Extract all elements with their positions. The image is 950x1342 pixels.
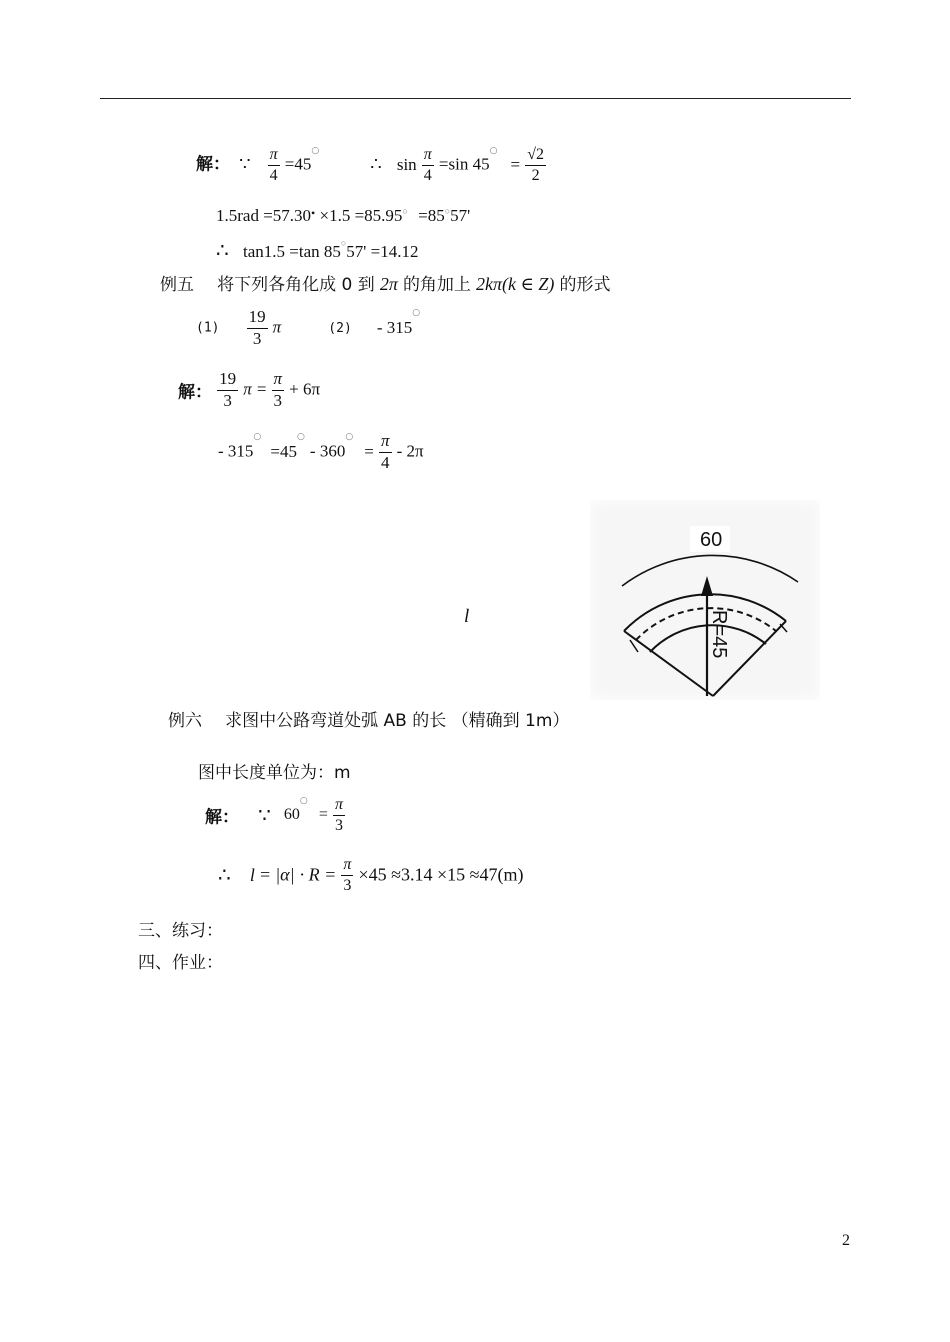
- fraction-sqrt2-over-2: $\frac{√2}{2}$: [527, 146, 544, 184]
- fraction-pi-over-4: $\frac{\pi}{4}$: [269, 146, 278, 184]
- solution-5-line-1: 解： $\frac{19}{3}$ π = $\frac{\pi}{3}$ + 6π: [178, 369, 321, 410]
- fraction-pi-over-4-b: $\frac{\pi}{4}$: [423, 146, 432, 184]
- therefore-symbol: ∴: [370, 153, 382, 174]
- header-rule: [100, 98, 851, 99]
- solution-6-line-2: ∴ l = |α| · R = $\frac{\pi}{3}$ ×45 ≈3.14 ×15 ≈47(m): [218, 856, 524, 894]
- section-homework: 四、作业：: [138, 953, 223, 973]
- example-5-items: (1) $\frac{19}{3}$ π (2) - 315○: [196, 307, 421, 348]
- solution-5-line-2: - 315○ =45○ - 360○ = $\frac{\pi}{4}$ - 2π: [218, 431, 424, 472]
- angle-label: 60: [700, 529, 723, 551]
- section-practice: 三、练习：: [138, 921, 223, 941]
- example-6-heading: 例六 求图中公路弯道处弧 AB 的长 （精确到 1m）: [168, 711, 570, 731]
- example-5-heading: 例五 将下列各角化成 0 到 2π 的角加上 2kπ(k ∈ Z) 的形式: [160, 274, 611, 295]
- sin-label: sin: [396, 154, 417, 174]
- unit-line: 图中长度单位为：m: [198, 763, 351, 783]
- equals-sin45: =sin 45: [438, 154, 490, 174]
- solution-line-3: ∴ tan1.5 =tan 85○57' =14.12: [216, 238, 419, 262]
- road-curve-figure: [590, 500, 820, 700]
- equals-sign: =: [510, 154, 521, 174]
- page-number: 2: [842, 1232, 850, 1249]
- equals-45: =45: [284, 154, 312, 174]
- solution-line-2: 1.5rad =57.30• ×1.5 =85.95○ =85○57': [216, 206, 471, 225]
- solution-label: 解：: [196, 154, 230, 175]
- fraction-19-over-3: $\frac{19}{3}$: [248, 307, 266, 348]
- stray-l-symbol: l: [464, 606, 470, 627]
- solution-line-1: 解： ∵ $\frac{\pi}{4}$ =45○ ∴ sin $\frac{\pi}{4}$ =sin 45○ = $\frac{√2}{2}$: [196, 146, 544, 184]
- solution-6-line-1: 解： ∵ 60○ = $\frac{\pi}{3}$: [205, 796, 344, 834]
- radius-label: R=45: [708, 610, 730, 659]
- because-symbol: ∵: [239, 153, 251, 174]
